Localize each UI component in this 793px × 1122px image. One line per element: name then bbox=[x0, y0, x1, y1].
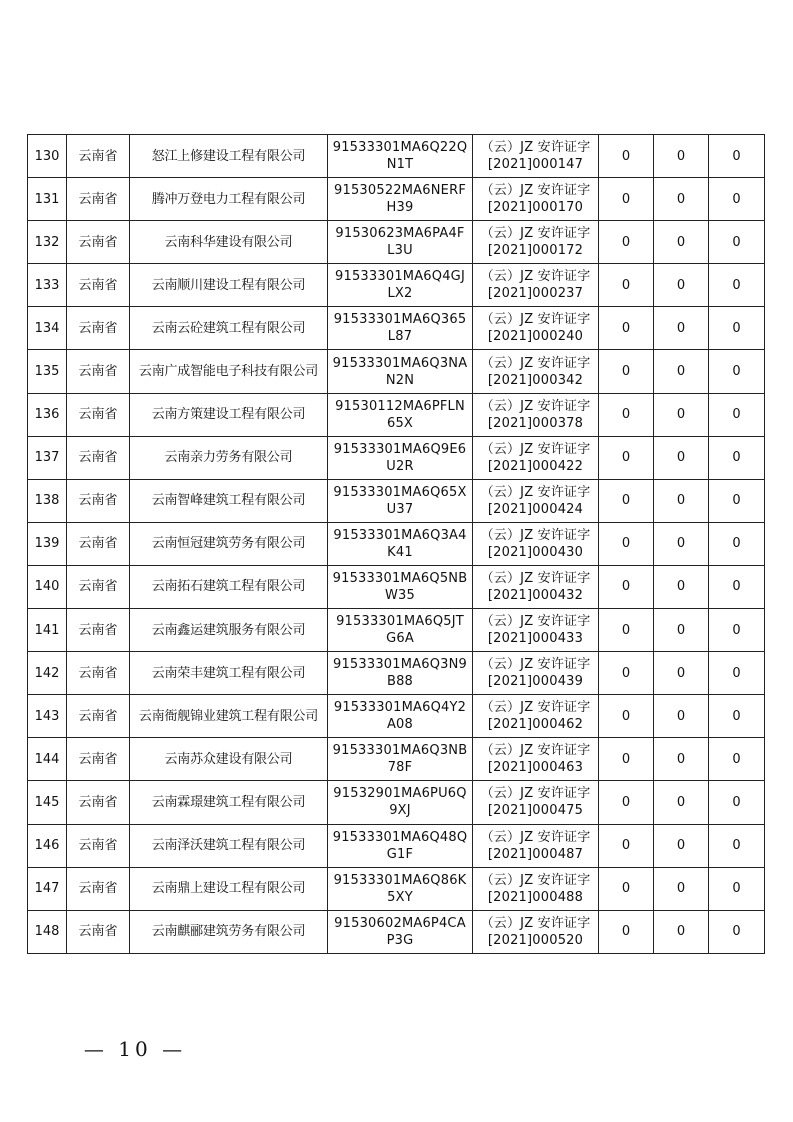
license-number-cell bbox=[473, 738, 599, 781]
credit-code-cell-line: LX2 bbox=[387, 286, 413, 302]
license-number-cell bbox=[473, 135, 599, 178]
license-number-cell-line: [2021]000378 bbox=[487, 415, 584, 431]
province-cell: 云南省 bbox=[67, 738, 130, 781]
count-cell: 0 bbox=[599, 307, 654, 350]
table-row bbox=[28, 135, 765, 178]
row-number-cell: 140 bbox=[28, 565, 67, 608]
table-row bbox=[28, 178, 765, 221]
credit-code-cell-line: U37 bbox=[386, 501, 414, 517]
license-number-cell bbox=[473, 910, 599, 953]
credit-code-cell bbox=[328, 178, 473, 221]
count-cell: 0 bbox=[599, 565, 654, 608]
license-number-cell bbox=[473, 436, 599, 479]
row-number-cell: 138 bbox=[28, 479, 67, 522]
license-number-cell bbox=[473, 393, 599, 436]
count-cell: 0 bbox=[654, 781, 709, 824]
credit-code-cell-line: 91533301MA6Q3NA bbox=[332, 355, 468, 371]
credit-code-cell-line: 9XJ bbox=[389, 803, 411, 819]
license-number-cell-line: [2021]000424 bbox=[487, 501, 584, 517]
count-cell: 0 bbox=[599, 264, 654, 307]
company-name-cell: 云南广成智能电子科技有限公司 bbox=[130, 350, 328, 393]
license-number-cell-line: [2021]000433 bbox=[487, 631, 584, 647]
count-cell: 0 bbox=[654, 824, 709, 867]
credit-code-cell bbox=[328, 565, 473, 608]
count-cell: 0 bbox=[654, 307, 709, 350]
table-row bbox=[28, 781, 765, 824]
row-number-cell: 139 bbox=[28, 522, 67, 565]
table-row bbox=[28, 307, 765, 350]
license-number-cell bbox=[473, 221, 599, 264]
credit-code-cell bbox=[328, 393, 473, 436]
license-number-cell-line: [2021]000432 bbox=[487, 587, 584, 603]
row-number-cell: 134 bbox=[28, 307, 67, 350]
credit-code-cell-line: 91533301MA6Q5NB bbox=[332, 570, 468, 586]
license-number-cell-line: [2021]000172 bbox=[487, 243, 584, 259]
credit-code-cell-line: 5XY bbox=[387, 889, 413, 905]
credit-code-cell bbox=[328, 609, 473, 652]
count-cell: 0 bbox=[599, 609, 654, 652]
credit-code-cell-line: U2R bbox=[386, 458, 414, 474]
credit-code-cell-line: 91533301MA6Q22Q bbox=[332, 140, 468, 156]
credit-code-cell bbox=[328, 695, 473, 738]
row-number-cell: 137 bbox=[28, 436, 67, 479]
credit-code-cell-line: L3U bbox=[387, 243, 413, 259]
table-row bbox=[28, 824, 765, 867]
license-number-cell-line: （云）JZ 安许证字 bbox=[480, 700, 591, 716]
license-number-cell bbox=[473, 824, 599, 867]
table-row bbox=[28, 652, 765, 695]
credit-code-cell-line: G6A bbox=[386, 631, 414, 647]
credit-code-cell-line: K41 bbox=[387, 544, 413, 560]
license-number-cell-line: （云）JZ 安许证字 bbox=[480, 226, 591, 242]
row-number-cell: 132 bbox=[28, 221, 67, 264]
company-name-cell: 云南泽沃建筑工程有限公司 bbox=[130, 824, 328, 867]
company-name-cell: 云南恒冠建筑劳务有限公司 bbox=[130, 522, 328, 565]
credit-code-cell-line: G1F bbox=[386, 846, 414, 862]
license-number-cell-line: [2021]000488 bbox=[487, 889, 584, 905]
credit-code-cell-line: H39 bbox=[386, 200, 414, 216]
license-number-cell bbox=[473, 522, 599, 565]
credit-code-cell-line: L87 bbox=[387, 329, 413, 345]
credit-code-cell bbox=[328, 436, 473, 479]
count-cell: 0 bbox=[654, 652, 709, 695]
credit-code-cell bbox=[328, 867, 473, 910]
license-number-cell-line: [2021]000475 bbox=[487, 803, 584, 819]
table-row bbox=[28, 565, 765, 608]
license-number-cell-line: （云）JZ 安许证字 bbox=[480, 441, 591, 457]
table-row bbox=[28, 910, 765, 953]
license-number-cell-line: [2021]000463 bbox=[487, 760, 584, 776]
credit-code-cell-line: 91530602MA6P4CA bbox=[334, 915, 466, 931]
count-cell: 0 bbox=[709, 867, 765, 910]
count-cell: 0 bbox=[599, 436, 654, 479]
table-row bbox=[28, 264, 765, 307]
license-number-cell-line: [2021]000439 bbox=[487, 674, 584, 690]
license-number-cell-line: [2021]000240 bbox=[487, 329, 584, 345]
province-cell: 云南省 bbox=[67, 565, 130, 608]
row-number-cell: 133 bbox=[28, 264, 67, 307]
count-cell: 0 bbox=[709, 178, 765, 221]
count-cell: 0 bbox=[709, 264, 765, 307]
license-number-cell bbox=[473, 781, 599, 824]
province-cell: 云南省 bbox=[67, 264, 130, 307]
license-number-cell-line: （云）JZ 安许证字 bbox=[480, 398, 591, 414]
license-number-cell-line: [2021]000170 bbox=[487, 200, 584, 216]
table-row bbox=[28, 609, 765, 652]
count-cell: 0 bbox=[709, 910, 765, 953]
row-number-cell: 130 bbox=[28, 135, 67, 178]
license-number-cell-line: [2021]000487 bbox=[487, 846, 584, 862]
credit-code-cell-line: 91530623MA6PA4F bbox=[335, 226, 465, 242]
province-cell: 云南省 bbox=[67, 522, 130, 565]
table-row bbox=[28, 695, 765, 738]
records-table bbox=[27, 134, 765, 954]
license-number-cell-line: [2021]000462 bbox=[487, 717, 584, 733]
company-name-cell: 云南荣丰建筑工程有限公司 bbox=[130, 652, 328, 695]
company-name-cell: 怒江上修建设工程有限公司 bbox=[130, 135, 328, 178]
license-number-cell-line: （云）JZ 安许证字 bbox=[480, 915, 591, 931]
credit-code-cell-line: 91532901MA6PU6Q bbox=[333, 786, 467, 802]
count-cell: 0 bbox=[654, 178, 709, 221]
company-name-cell: 云南科华建设有限公司 bbox=[130, 221, 328, 264]
license-number-cell bbox=[473, 264, 599, 307]
count-cell: 0 bbox=[599, 135, 654, 178]
count-cell: 0 bbox=[654, 479, 709, 522]
count-cell: 0 bbox=[709, 695, 765, 738]
row-number-cell: 141 bbox=[28, 609, 67, 652]
province-cell: 云南省 bbox=[67, 350, 130, 393]
records-body bbox=[28, 135, 765, 954]
license-number-cell-line: [2021]000422 bbox=[487, 458, 584, 474]
count-cell: 0 bbox=[654, 393, 709, 436]
count-cell: 0 bbox=[599, 479, 654, 522]
count-cell: 0 bbox=[654, 910, 709, 953]
credit-code-cell-line: 91533301MA6Q86K bbox=[333, 872, 467, 888]
count-cell: 0 bbox=[599, 652, 654, 695]
license-number-cell-line: [2021]000147 bbox=[487, 157, 584, 173]
count-cell: 0 bbox=[709, 479, 765, 522]
count-cell: 0 bbox=[709, 781, 765, 824]
company-name-cell: 云南霖璟建筑工程有限公司 bbox=[130, 781, 328, 824]
count-cell: 0 bbox=[599, 695, 654, 738]
license-number-cell bbox=[473, 695, 599, 738]
province-cell: 云南省 bbox=[67, 910, 130, 953]
count-cell: 0 bbox=[599, 350, 654, 393]
row-number-cell: 136 bbox=[28, 393, 67, 436]
count-cell: 0 bbox=[709, 824, 765, 867]
table-row bbox=[28, 350, 765, 393]
license-number-cell-line: （云）JZ 安许证字 bbox=[480, 657, 591, 673]
company-name-cell: 云南智峰建筑工程有限公司 bbox=[130, 479, 328, 522]
license-number-cell-line: （云）JZ 安许证字 bbox=[480, 786, 591, 802]
province-cell: 云南省 bbox=[67, 479, 130, 522]
count-cell: 0 bbox=[599, 824, 654, 867]
credit-code-cell-line: P3G bbox=[386, 932, 414, 948]
row-number-cell: 148 bbox=[28, 910, 67, 953]
credit-code-cell-line: 91533301MA6Q65X bbox=[333, 484, 467, 500]
credit-code-cell bbox=[328, 350, 473, 393]
province-cell: 云南省 bbox=[67, 221, 130, 264]
license-number-cell-line: （云）JZ 安许证字 bbox=[480, 614, 591, 630]
credit-code-cell-line: 91533301MA6Q3N9 bbox=[332, 657, 468, 673]
license-number-cell-line: [2021]000342 bbox=[487, 372, 584, 388]
row-number-cell: 143 bbox=[28, 695, 67, 738]
credit-code-cell-line: 91533301MA6Q365 bbox=[333, 312, 467, 328]
count-cell: 0 bbox=[709, 221, 765, 264]
license-number-cell-line: [2021]000430 bbox=[487, 544, 584, 560]
count-cell: 0 bbox=[654, 350, 709, 393]
license-number-cell bbox=[473, 565, 599, 608]
license-number-cell bbox=[473, 307, 599, 350]
company-name-cell: 云南苏众建设有限公司 bbox=[130, 738, 328, 781]
province-cell: 云南省 bbox=[67, 695, 130, 738]
credit-code-cell-line: 65X bbox=[386, 415, 414, 431]
count-cell: 0 bbox=[709, 135, 765, 178]
count-cell: 0 bbox=[709, 307, 765, 350]
credit-code-cell-line: 91530112MA6PFLN bbox=[335, 398, 465, 414]
table-row bbox=[28, 738, 765, 781]
credit-code-cell bbox=[328, 307, 473, 350]
credit-code-cell-line: 91533301MA6Q9E6 bbox=[333, 441, 467, 457]
license-number-cell bbox=[473, 350, 599, 393]
count-cell: 0 bbox=[654, 522, 709, 565]
province-cell: 云南省 bbox=[67, 436, 130, 479]
count-cell: 0 bbox=[599, 178, 654, 221]
license-number-cell-line: （云）JZ 安许证字 bbox=[480, 570, 591, 586]
count-cell: 0 bbox=[709, 565, 765, 608]
table-row bbox=[28, 522, 765, 565]
count-cell: 0 bbox=[599, 522, 654, 565]
license-number-cell-line: （云）JZ 安许证字 bbox=[480, 527, 591, 543]
row-number-cell: 135 bbox=[28, 350, 67, 393]
count-cell: 0 bbox=[654, 436, 709, 479]
count-cell: 0 bbox=[709, 738, 765, 781]
table-row bbox=[28, 867, 765, 910]
license-number-cell-line: （云）JZ 安许证字 bbox=[480, 829, 591, 845]
company-name-cell: 云南衙舰锦业建筑工程有限公司 bbox=[130, 695, 328, 738]
province-cell: 云南省 bbox=[67, 867, 130, 910]
province-cell: 云南省 bbox=[67, 178, 130, 221]
license-number-cell bbox=[473, 479, 599, 522]
credit-code-cell bbox=[328, 910, 473, 953]
count-cell: 0 bbox=[599, 221, 654, 264]
table-row bbox=[28, 221, 765, 264]
province-cell: 云南省 bbox=[67, 652, 130, 695]
count-cell: 0 bbox=[709, 393, 765, 436]
row-number-cell: 144 bbox=[28, 738, 67, 781]
company-name-cell: 云南方策建设工程有限公司 bbox=[130, 393, 328, 436]
company-name-cell: 云南顺川建设工程有限公司 bbox=[130, 264, 328, 307]
credit-code-cell-line: N1T bbox=[386, 157, 414, 173]
table-row bbox=[28, 436, 765, 479]
credit-code-cell bbox=[328, 221, 473, 264]
license-number-cell-line: （云）JZ 安许证字 bbox=[480, 140, 591, 156]
company-name-cell: 云南拓石建筑工程有限公司 bbox=[130, 565, 328, 608]
count-cell: 0 bbox=[709, 652, 765, 695]
credit-code-cell bbox=[328, 781, 473, 824]
count-cell: 0 bbox=[709, 350, 765, 393]
license-number-cell bbox=[473, 609, 599, 652]
license-number-cell-line: [2021]000237 bbox=[487, 286, 584, 302]
credit-code-cell bbox=[328, 135, 473, 178]
credit-code-cell-line: B88 bbox=[386, 674, 414, 690]
license-number-cell-line: （云）JZ 安许证字 bbox=[480, 312, 591, 328]
count-cell: 0 bbox=[599, 738, 654, 781]
province-cell: 云南省 bbox=[67, 781, 130, 824]
credit-code-cell-line: W35 bbox=[385, 587, 415, 603]
count-cell: 0 bbox=[654, 135, 709, 178]
company-name-cell: 腾冲万登电力工程有限公司 bbox=[130, 178, 328, 221]
credit-code-cell-line: 91533301MA6Q4GJ bbox=[335, 269, 465, 285]
credit-code-cell-line: N2N bbox=[385, 372, 415, 388]
license-number-cell-line: （云）JZ 安许证字 bbox=[480, 355, 591, 371]
license-number-cell bbox=[473, 652, 599, 695]
credit-code-cell-line: A08 bbox=[386, 717, 414, 733]
province-cell: 云南省 bbox=[67, 824, 130, 867]
credit-code-cell-line: 91533301MA6Q48Q bbox=[332, 829, 468, 845]
row-number-cell: 145 bbox=[28, 781, 67, 824]
count-cell: 0 bbox=[654, 221, 709, 264]
count-cell: 0 bbox=[654, 867, 709, 910]
province-cell: 云南省 bbox=[67, 609, 130, 652]
count-cell: 0 bbox=[709, 609, 765, 652]
credit-code-cell-line: 78F bbox=[387, 760, 413, 776]
province-cell: 云南省 bbox=[67, 135, 130, 178]
table-row bbox=[28, 479, 765, 522]
credit-code-cell-line: 91530522MA6NERF bbox=[334, 183, 466, 199]
license-number-cell bbox=[473, 867, 599, 910]
count-cell: 0 bbox=[599, 393, 654, 436]
license-number-cell-line: （云）JZ 安许证字 bbox=[480, 484, 591, 500]
count-cell: 0 bbox=[709, 522, 765, 565]
company-name-cell: 云南鑫运建筑服务有限公司 bbox=[130, 609, 328, 652]
license-number-cell-line: （云）JZ 安许证字 bbox=[480, 183, 591, 199]
credit-code-cell bbox=[328, 738, 473, 781]
row-number-cell: 146 bbox=[28, 824, 67, 867]
count-cell: 0 bbox=[654, 609, 709, 652]
province-cell: 云南省 bbox=[67, 307, 130, 350]
credit-code-cell bbox=[328, 522, 473, 565]
province-cell: 云南省 bbox=[67, 393, 130, 436]
credit-code-cell-line: 91533301MA6Q3A4 bbox=[333, 527, 467, 543]
company-name-cell: 云南云砼建筑工程有限公司 bbox=[130, 307, 328, 350]
license-number-cell-line: （云）JZ 安许证字 bbox=[480, 269, 591, 285]
credit-code-cell-line: 91533301MA6Q5JT bbox=[336, 614, 464, 630]
count-cell: 0 bbox=[599, 867, 654, 910]
row-number-cell: 147 bbox=[28, 867, 67, 910]
row-number-cell: 142 bbox=[28, 652, 67, 695]
count-cell: 0 bbox=[654, 695, 709, 738]
company-name-cell: 云南亲力劳务有限公司 bbox=[130, 436, 328, 479]
credit-code-cell bbox=[328, 652, 473, 695]
credit-code-cell-line: 91533301MA6Q3NB bbox=[332, 743, 468, 759]
row-number-cell: 131 bbox=[28, 178, 67, 221]
credit-code-cell bbox=[328, 264, 473, 307]
license-number-cell-line: （云）JZ 安许证字 bbox=[480, 743, 591, 759]
count-cell: 0 bbox=[599, 910, 654, 953]
license-number-cell-line: （云）JZ 安许证字 bbox=[480, 872, 591, 888]
company-name-cell: 云南鼎上建设工程有限公司 bbox=[130, 867, 328, 910]
credit-code-cell-line: 91533301MA6Q4Y2 bbox=[333, 700, 467, 716]
count-cell: 0 bbox=[654, 738, 709, 781]
license-number-cell-line: [2021]000520 bbox=[487, 932, 584, 948]
credit-code-cell bbox=[328, 479, 473, 522]
table-row bbox=[28, 393, 765, 436]
credit-code-cell bbox=[328, 824, 473, 867]
count-cell: 0 bbox=[599, 781, 654, 824]
page-number: — 10 — bbox=[83, 1037, 187, 1061]
count-cell: 0 bbox=[709, 436, 765, 479]
company-name-cell: 云南麒郦建筑劳务有限公司 bbox=[130, 910, 328, 953]
license-number-cell bbox=[473, 178, 599, 221]
count-cell: 0 bbox=[654, 264, 709, 307]
count-cell: 0 bbox=[654, 565, 709, 608]
